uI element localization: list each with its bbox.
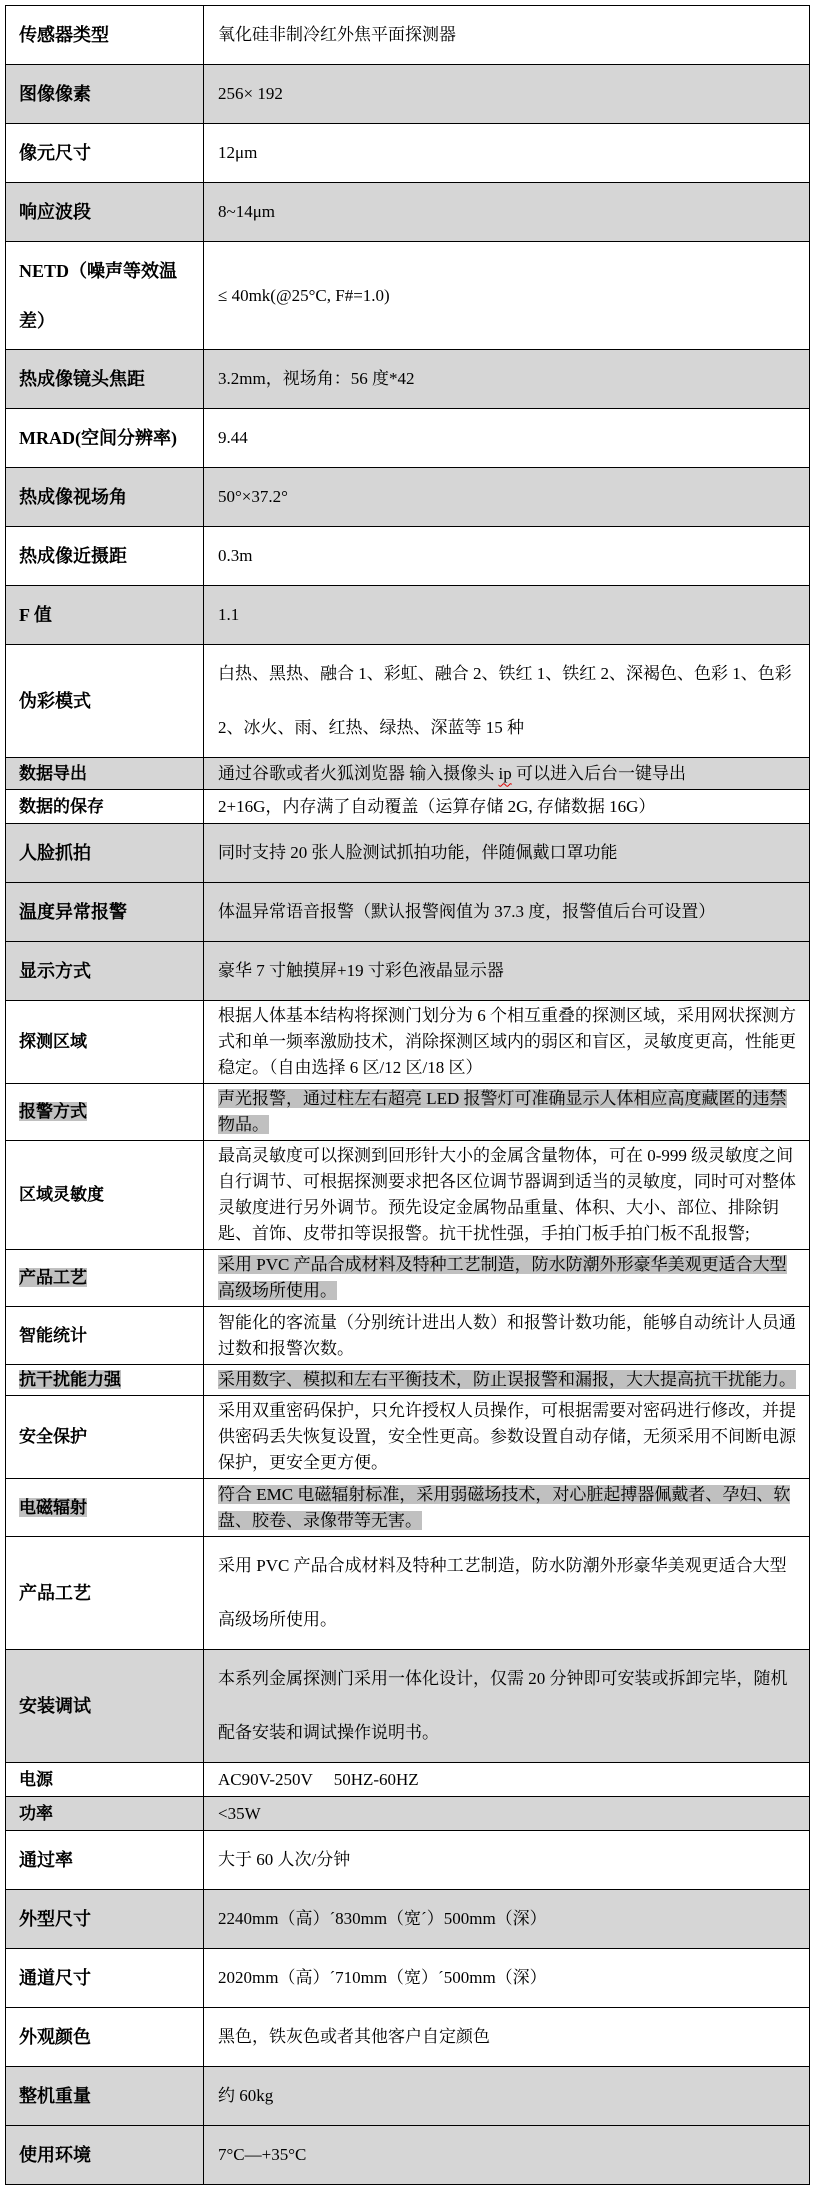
row-label: F 值	[6, 586, 204, 645]
row-value: 同时支持 20 张人脸测试抓拍功能，伴随佩戴口罩功能	[204, 824, 810, 883]
row-value: 约 60kg	[204, 2067, 810, 2126]
row-value: 最高灵敏度可以探测到回形针大小的金属含量物体，可在 0-999 级灵敏度之间自行调节、可根据探测要求把各区位调节器调到适当的灵敏度，同时可对整体灵敏度进行另外调节。预先设定金属物品重量、体积、大小、部位、排除钥匙、首饰、皮带扣等误报警。抗干扰性强，手拍门板手拍门板不乱报警;	[204, 1141, 810, 1250]
row-label: 外型尺寸	[6, 1890, 204, 1949]
row-value: 黑色，铁灰色或者其他客户自定颜色	[204, 2008, 810, 2067]
row-value: 采用双重密码保护，只允许授权人员操作，可根据需要对密码进行修改，并提供密码丢失恢复设置，安全性更高。参数设置自动存储，无须采用不间断电源保护，更安全更方便。	[204, 1396, 810, 1479]
row-label: 热成像视场角	[6, 468, 204, 527]
table-row	[6, 1307, 810, 1365]
row-label: 数据导出	[6, 758, 204, 790]
row-label: 抗干扰能力强	[6, 1365, 204, 1396]
table-row	[6, 6, 810, 65]
spellcheck-underlined-word: ip	[498, 763, 512, 783]
table-row	[6, 1797, 810, 1831]
row-value: 2020mm（高）´710mm（宽）´500mm（深）	[204, 1949, 810, 2008]
row-value: 50°×37.2°	[204, 468, 810, 527]
row-label: 显示方式	[6, 942, 204, 1001]
row-value: 1.1	[204, 586, 810, 645]
table-row	[6, 824, 810, 883]
row-value: 体温异常语音报警（默认报警阀值为 37.3 度，报警值后台可设置）	[204, 883, 810, 942]
row-value: 256× 192	[204, 65, 810, 124]
table-row	[6, 883, 810, 942]
spec-table-body	[6, 6, 810, 2185]
table-row	[6, 1396, 810, 1479]
row-label: 安装调试	[6, 1650, 204, 1763]
table-row	[6, 183, 810, 242]
row-label: 电磁辐射	[6, 1479, 204, 1537]
table-row	[6, 758, 810, 790]
table-row	[6, 1001, 810, 1084]
row-label: 报警方式	[6, 1084, 204, 1141]
row-value: 智能化的客流量（分别统计进出人数）和报警计数功能，能够自动统计人员通过数和报警次数。	[204, 1307, 810, 1365]
row-value: 0.3m	[204, 527, 810, 586]
table-row	[6, 586, 810, 645]
row-value: 采用数字、模拟和左右平衡技术，防止误报警和漏报，大大提高抗干扰能力。	[204, 1365, 810, 1396]
row-label: 图像像素	[6, 65, 204, 124]
row-label: MRAD(空间分辨率)	[6, 409, 204, 468]
table-row	[6, 1650, 810, 1763]
row-value: 氧化硅非制冷红外焦平面探测器	[204, 6, 810, 65]
table-row	[6, 1831, 810, 1890]
row-value: 白热、黑热、融合 1、彩虹、融合 2、铁红 1、铁红 2、深褐色、色彩 1、色彩 2、冰火、雨、红热、绿热、深蓝等 15 种	[204, 645, 810, 758]
table-row	[6, 468, 810, 527]
row-value: 根据人体基本结构将探测门划分为 6 个相互重叠的探测区域，采用网状探测方式和单一频率激励技术，消除探测区域内的弱区和盲区，灵敏度更高，性能更稳定。（自由选择 6 区/12 区/18 区）	[204, 1001, 810, 1084]
row-label: 功率	[6, 1797, 204, 1831]
table-row	[6, 2126, 810, 2185]
row-label: 通道尺寸	[6, 1949, 204, 2008]
row-value: AC90V-250V 50HZ-60HZ	[204, 1763, 810, 1797]
row-label: 数据的保存	[6, 790, 204, 824]
row-label: 安全保护	[6, 1396, 204, 1479]
row-label: 热成像近摄距	[6, 527, 204, 586]
row-label: 通过率	[6, 1831, 204, 1890]
row-value: 符合 EMC 电磁辐射标准，采用弱磁场技术，对心脏起搏器佩戴者、孕妇、软盘、胶卷、录像带等无害。	[204, 1479, 810, 1537]
row-value: 9.44	[204, 409, 810, 468]
table-row	[6, 1084, 810, 1141]
row-label: 整机重量	[6, 2067, 204, 2126]
table-row	[6, 242, 810, 350]
table-row	[6, 2067, 810, 2126]
row-value: 豪华 7 寸触摸屏+19 寸彩色液晶显示器	[204, 942, 810, 1001]
row-label: 响应波段	[6, 183, 204, 242]
table-row	[6, 942, 810, 1001]
table-row	[6, 1537, 810, 1650]
spec-table	[5, 5, 810, 2185]
table-row	[6, 124, 810, 183]
table-row	[6, 527, 810, 586]
row-value: 声光报警，通过柱左右超亮 LED 报警灯可准确显示人体相应高度藏匿的违禁物品。	[204, 1084, 810, 1141]
table-row	[6, 2008, 810, 2067]
table-row	[6, 1949, 810, 2008]
table-row	[6, 1763, 810, 1797]
row-value: 大于 60 人次/分钟	[204, 1831, 810, 1890]
row-value: 2240mm（高）´830mm（宽´）500mm（深）	[204, 1890, 810, 1949]
row-label: 电源	[6, 1763, 204, 1797]
row-value: 采用 PVC 产品合成材料及特种工艺制造，防水防潮外形豪华美观更适合大型高级场所使用。	[204, 1537, 810, 1650]
table-row	[6, 1479, 810, 1537]
row-label: 区域灵敏度	[6, 1141, 204, 1250]
table-row	[6, 1890, 810, 1949]
table-row	[6, 350, 810, 409]
row-value: <35W	[204, 1797, 810, 1831]
row-value: 通过谷歌或者火狐浏览器 输入摄像头 ip 可以进入后台一键导出	[204, 758, 810, 790]
row-label: 人脸抓拍	[6, 824, 204, 883]
row-label: 传感器类型	[6, 6, 204, 65]
row-label: 外观颜色	[6, 2008, 204, 2067]
row-value: 12μm	[204, 124, 810, 183]
row-label: 智能统计	[6, 1307, 204, 1365]
row-value: 2+16G，内存满了自动覆盖（运算存储 2G, 存储数据 16G）	[204, 790, 810, 824]
row-value: 3.2mm，视场角：56 度*42	[204, 350, 810, 409]
row-label: 热成像镜头焦距	[6, 350, 204, 409]
row-label: 温度异常报警	[6, 883, 204, 942]
row-value: 采用 PVC 产品合成材料及特种工艺制造，防水防潮外形豪华美观更适合大型高级场所使用。	[204, 1250, 810, 1307]
row-label: 使用环境	[6, 2126, 204, 2185]
row-label: NETD（噪声等效温差）	[6, 242, 204, 350]
table-row	[6, 790, 810, 824]
table-row	[6, 1141, 810, 1250]
row-value: 8~14μm	[204, 183, 810, 242]
row-value: 本系列金属探测门采用一体化设计，仅需 20 分钟即可安装或拆卸完毕，随机配备安装和调试操作说明书。	[204, 1650, 810, 1763]
table-row	[6, 409, 810, 468]
row-value: ≤ 40mk(@25°C, F#=1.0)	[204, 242, 810, 350]
table-row	[6, 1365, 810, 1396]
row-label: 探测区域	[6, 1001, 204, 1084]
row-label: 产品工艺	[6, 1537, 204, 1650]
table-row	[6, 65, 810, 124]
row-label: 产品工艺	[6, 1250, 204, 1307]
table-row	[6, 645, 810, 758]
row-label: 像元尺寸	[6, 124, 204, 183]
row-value: 7°C—+35°C	[204, 2126, 810, 2185]
table-row	[6, 1250, 810, 1307]
row-label: 伪彩模式	[6, 645, 204, 758]
